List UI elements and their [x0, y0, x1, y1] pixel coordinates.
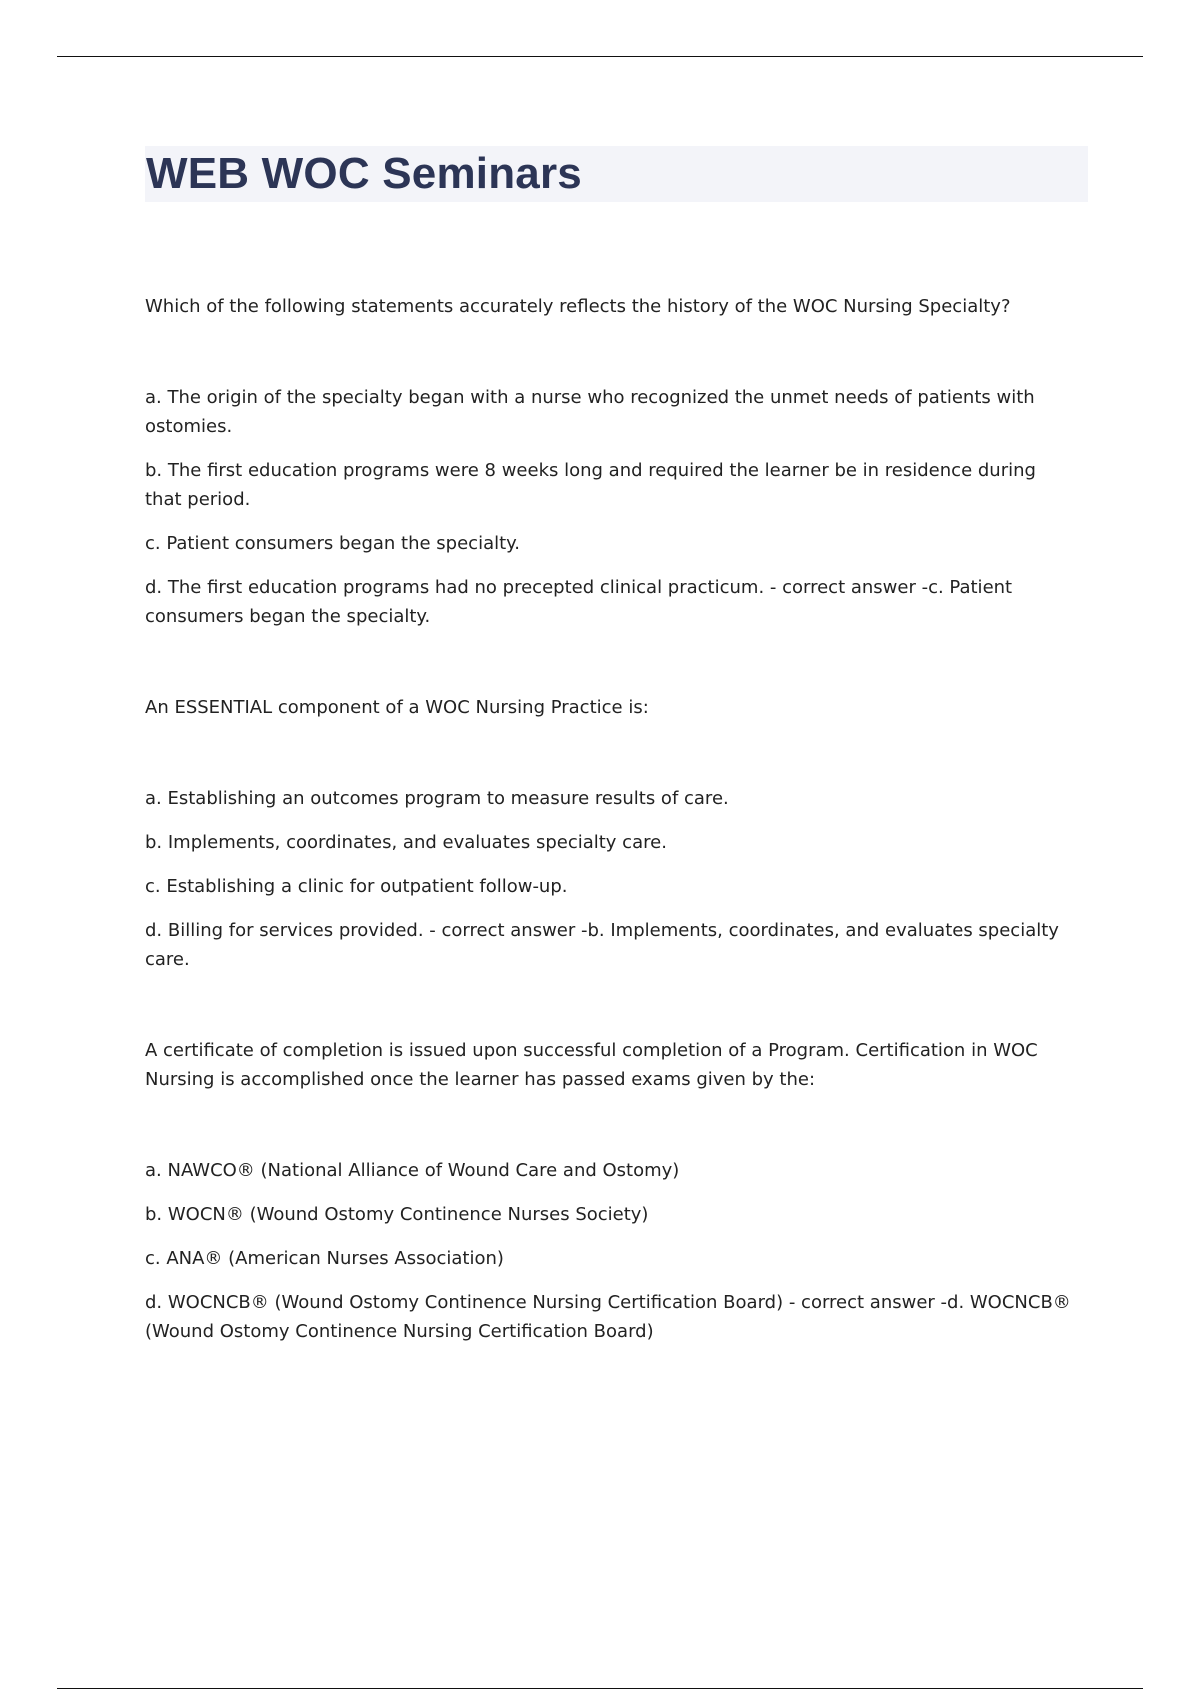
answer-option: c. ANA® (American Nurses Association): [145, 1248, 504, 1269]
answer-option: d. The first education programs had no precepted clinical practicum. - correct answer -c. Patient consumers began the specialty.: [145, 577, 1013, 627]
answer-options: [145, 784, 1075, 974]
answer-option: d. Billing for services provided. - correct answer -b. Implements, coordinates, and evaluates specialty care.: [145, 920, 1059, 970]
answer-options: [145, 1156, 1075, 1346]
document-title: WEB WOC Seminars: [146, 149, 582, 198]
top-page-rule: [57, 56, 1143, 57]
question-prompt: An ESSENTIAL component of a WOC Nursing Practice is:: [145, 697, 649, 718]
answer-option: d. WOCNCB® (Wound Ostomy Continence Nursing Certification Board) - correct answer -d. WOCNCB® (Wound Ostomy Continence Nursing Certification Board): [145, 1292, 1071, 1342]
answer-option: a. NAWCO® (National Alliance of Wound Care and Ostomy): [145, 1160, 680, 1181]
bottom-page-rule: [57, 1688, 1143, 1689]
answer-option: c. Patient consumers began the specialty.: [145, 533, 520, 554]
document-body: [145, 292, 1075, 1408]
question-prompt: Which of the following statements accurately reflects the history of the WOC Nursing Specialty?: [145, 296, 1011, 317]
answer-options: [145, 383, 1075, 631]
answer-option: b. WOCN® (Wound Ostomy Continence Nurses Society): [145, 1204, 649, 1225]
answer-option: a. The origin of the specialty began with a nurse who recognized the unmet needs of patients with ostomies.: [145, 387, 1035, 437]
answer-option: b. Implements, coordinates, and evaluates specialty care.: [145, 832, 667, 853]
answer-option: b. The first education programs were 8 weeks long and required the learner be in residence during that period.: [145, 460, 1036, 510]
answer-option: a. Establishing an outcomes program to measure results of care.: [145, 788, 729, 809]
question-prompt: A certificate of completion is issued upon successful completion of a Program. Certification in WOC Nursing is accomplished once the learner has passed exams given by the:: [145, 1040, 1038, 1090]
answer-option: c. Establishing a clinic for outpatient follow-up.: [145, 876, 568, 897]
